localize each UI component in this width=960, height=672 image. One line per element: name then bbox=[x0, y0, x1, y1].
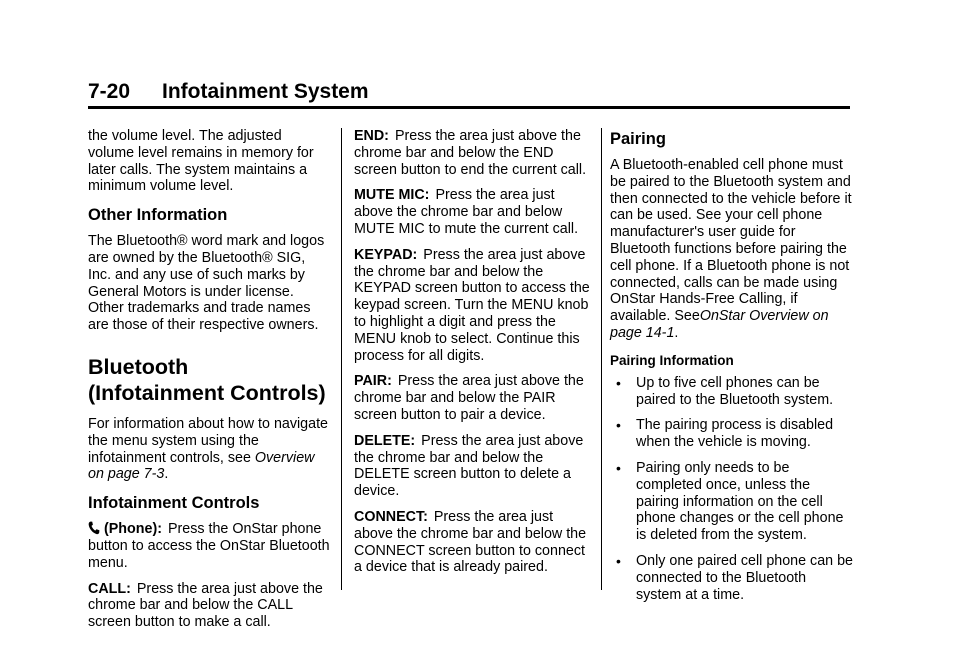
bullet: • bbox=[616, 417, 621, 434]
paragraph-text: A Bluetooth-enabled cell phone must be paired to the Bluetooth system and then connected to the vehicle before it can be used. See your cell phone manufacturer's user guide for Bluetooth functions before pairing the cell phone. If a Bluetooth phone is not connected, calls can be made using OnStar Hands-Free Calling, if available. See bbox=[610, 157, 852, 325]
bullet: • bbox=[616, 459, 621, 476]
definition-mute-mic bbox=[354, 187, 594, 237]
definition-text: Press the area just above the chrome bar and below the CONNECT screen button to connect a device that is already paired. bbox=[354, 508, 587, 576]
paragraph-text: For information about how to navigate the menu system using the infotainment controls, see bbox=[88, 415, 329, 466]
xref-link[interactable]: Overview on page 7-3 bbox=[88, 449, 315, 483]
paragraph-end: . bbox=[164, 466, 169, 483]
phone-icon bbox=[88, 521, 100, 535]
definition-pair bbox=[354, 373, 594, 423]
list-item bbox=[610, 553, 855, 603]
term-end: END: bbox=[354, 128, 389, 144]
definition-connect bbox=[354, 509, 594, 576]
definition-text: Press the OnStar phone button to access the OnStar Bluetooth menu. bbox=[88, 521, 330, 571]
heading-infotainment-controls: Infotainment Controls bbox=[88, 494, 260, 513]
heading-bluetooth: Bluetooth (Infotainment Controls) bbox=[88, 354, 326, 405]
definition-keypad bbox=[354, 247, 594, 365]
column-right bbox=[610, 128, 855, 612]
definition-text: Press the area just above the chrome bar and below the CALL screen button to make a call. bbox=[88, 580, 323, 631]
list-item-text: Up to five cell phones can be paired to the Bluetooth system. bbox=[636, 374, 834, 408]
definition-call bbox=[88, 581, 330, 631]
header-rule bbox=[88, 106, 850, 109]
heading-pairing-information: Pairing Information bbox=[610, 352, 734, 368]
column-middle bbox=[354, 128, 594, 585]
definition-phone bbox=[88, 521, 330, 571]
term-pair: PAIR: bbox=[354, 373, 392, 390]
list-item bbox=[610, 375, 855, 409]
list-item bbox=[610, 460, 855, 544]
definition-text: Press the area just above the chrome bar and below the KEYPAD screen button to access the keypad screen. Turn the MENU knob to highlight a digit and press the MENU knob to select. Continue this process for all digits. bbox=[354, 246, 590, 364]
column-left bbox=[88, 128, 330, 640]
definition-text: Press the area just above the chrome bar and below the DELETE screen button to delete a device. bbox=[354, 432, 584, 500]
heading-other-information: Other Information bbox=[88, 206, 228, 225]
definition-delete bbox=[354, 433, 594, 500]
xref-link[interactable]: OnStar Overview on page 14-1 bbox=[610, 308, 829, 341]
definition-end bbox=[354, 128, 594, 178]
page-number: 7-20 bbox=[88, 80, 131, 103]
definition-text: Press the area just above the chrome bar and below the END screen button to end the current call. bbox=[354, 128, 587, 178]
paragraph bbox=[88, 416, 330, 483]
term-delete: DELETE: bbox=[354, 432, 416, 449]
heading-pairing: Pairing bbox=[610, 130, 666, 148]
list-item-text: Only one paired cell phone can be connected to the Bluetooth system at a time. bbox=[636, 552, 853, 603]
paragraph bbox=[610, 157, 855, 342]
term-connect: CONNECT: bbox=[354, 508, 428, 525]
paragraph: The Bluetooth® word mark and logos are owned by the Bluetooth® SIG, Inc. and any use of such marks by General Motors is under license. Other trademarks and trade names are those of their respective owners. bbox=[88, 233, 325, 334]
term-phone: (Phone): bbox=[104, 521, 162, 538]
term-call: CALL: bbox=[88, 580, 131, 597]
bullet-list bbox=[610, 375, 855, 604]
paragraph: the volume level. The adjusted volume level remains in memory for later calls. The system maintains a minimum volume level. bbox=[88, 128, 314, 195]
term-mute-mic: MUTE MIC: bbox=[354, 187, 430, 204]
term-keypad: KEYPAD: bbox=[354, 246, 418, 263]
paragraph-end: . bbox=[674, 324, 679, 341]
list-item-text: The pairing process is disabled when the vehicle is moving. bbox=[636, 417, 834, 451]
section-title: Infotainment System bbox=[162, 80, 369, 103]
bullet: • bbox=[616, 374, 621, 391]
definition-text: Press the area just above the chrome bar and below the PAIR screen button to pair a device. bbox=[354, 373, 584, 423]
page-header bbox=[88, 80, 850, 104]
bullet: • bbox=[616, 552, 621, 569]
column-divider bbox=[601, 128, 602, 590]
definition-text: Press the area just above the chrome bar and below MUTE MIC to mute the current call. bbox=[354, 187, 579, 237]
column-divider bbox=[341, 128, 342, 590]
list-item-text: Pairing only needs to be completed once, unless the pairing information on the cell phone changes or the cell phone is deleted from the system. bbox=[636, 459, 844, 544]
list-item bbox=[610, 417, 855, 451]
